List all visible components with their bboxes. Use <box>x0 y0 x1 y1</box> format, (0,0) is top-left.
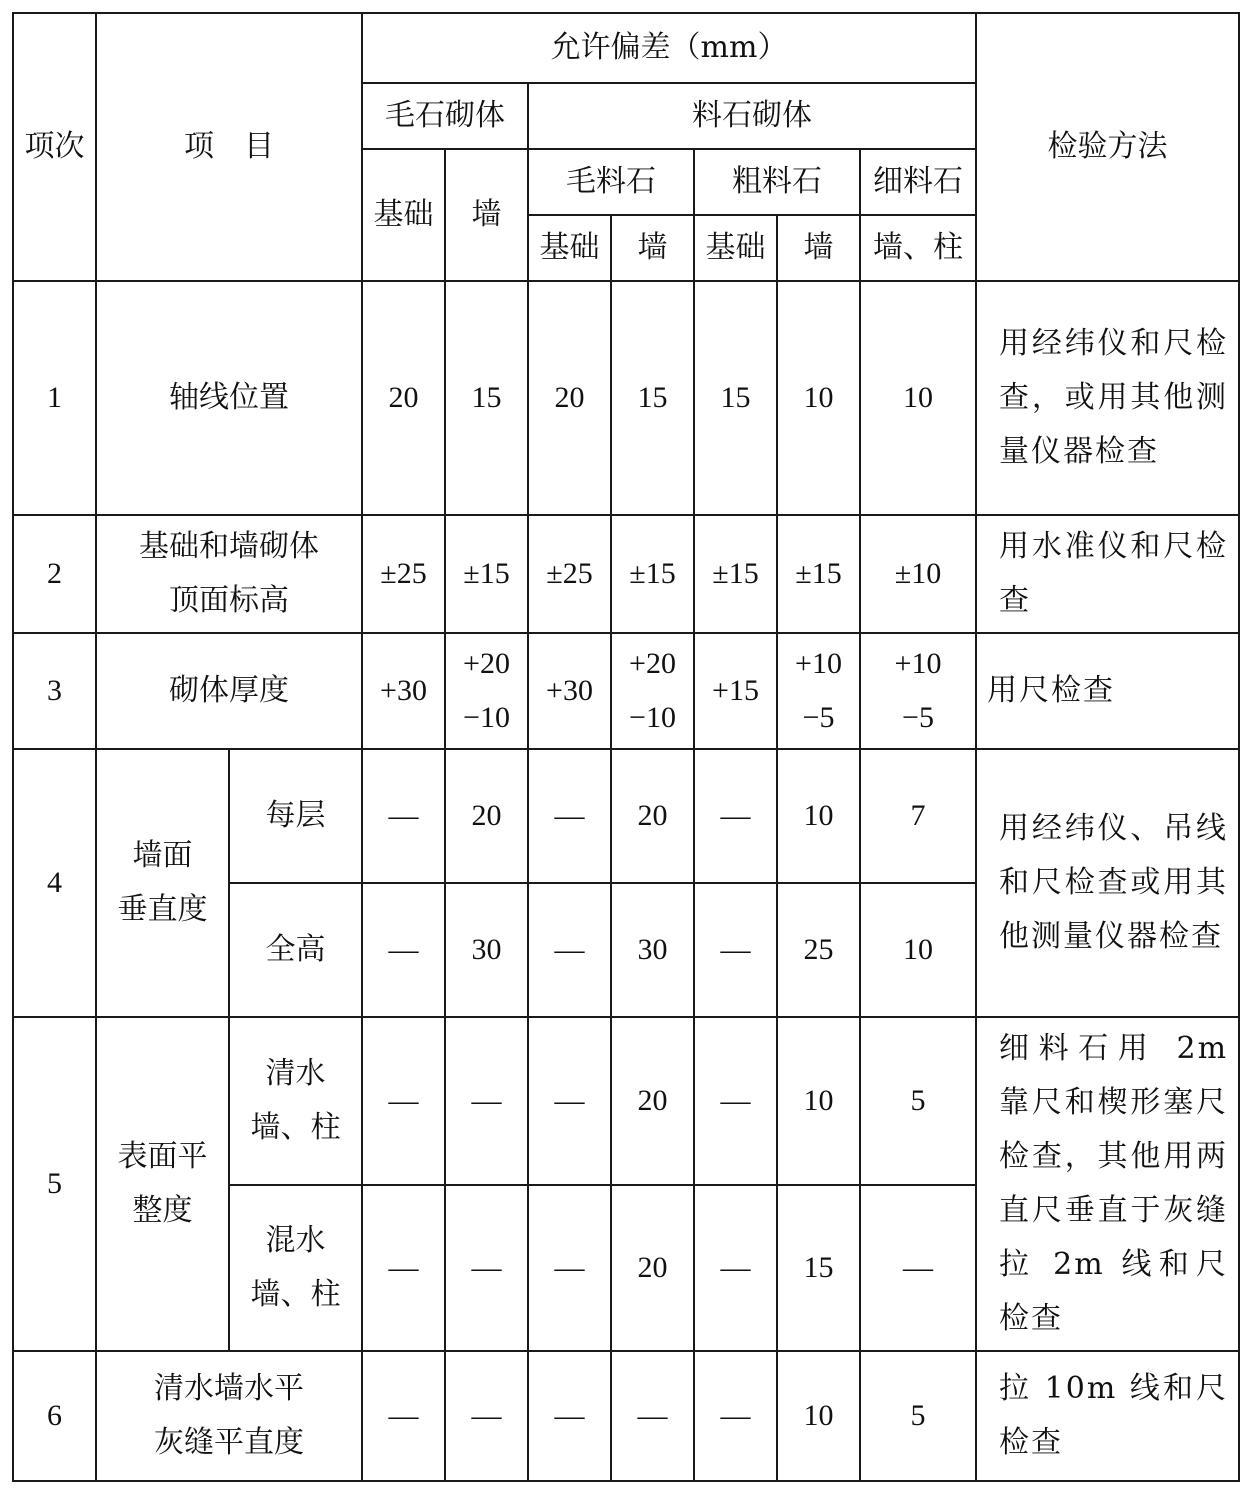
value-cell: — <box>362 1351 445 1481</box>
value-cell: 15 <box>694 281 777 515</box>
value-lower: −5 <box>902 701 934 734</box>
value-cell: 10 <box>777 281 860 515</box>
row-number: 5 <box>13 1017 96 1351</box>
row-number: 6 <box>13 1351 96 1481</box>
table-row <box>13 515 1239 633</box>
value-cell: 5 <box>860 1351 976 1481</box>
value-cell: — <box>611 1351 694 1481</box>
header-coarse-wall: 墙 <box>777 215 860 281</box>
row-item <box>96 515 362 633</box>
header-fine-wall-column: 墙、柱 <box>860 215 976 281</box>
method-cell: 用水准仪和尺检查 <box>976 515 1239 633</box>
method-cell: 用经纬仪和尺检查，或用其他测量仪器检查 <box>976 281 1239 515</box>
value-cell: — <box>694 1351 777 1481</box>
row-number: 3 <box>13 633 96 749</box>
value-cell: +30 <box>528 633 611 749</box>
method-cell: 用经纬仪、吊线和尺检查或用其他测量仪器检查 <box>976 749 1239 1017</box>
value-cell: — <box>528 883 611 1017</box>
value-cell: — <box>362 1017 445 1185</box>
value-cell: — <box>528 1017 611 1185</box>
value-cell: 10 <box>860 883 976 1017</box>
value-upper: +20 <box>463 647 510 680</box>
value-cell: — <box>362 1185 445 1351</box>
value-cell: 20 <box>611 749 694 883</box>
value-cell: — <box>860 1185 976 1351</box>
value-cell: 20 <box>362 281 445 515</box>
row-item <box>96 1351 362 1481</box>
value-cell: 30 <box>445 883 528 1017</box>
value-cell: — <box>528 1185 611 1351</box>
value-cell: 15 <box>445 281 528 515</box>
header-tolerance: 允许偏差（mm） <box>362 13 976 83</box>
method-cell: 用尺检查 <box>976 633 1239 749</box>
method-cell: 拉 10m 线和尺检查 <box>976 1351 1239 1481</box>
row-item-line: 灰缝平直度 <box>154 1425 304 1460</box>
header-coarse-dressed: 粗料石 <box>694 149 860 215</box>
header-rubble-wall: 墙 <box>445 149 528 281</box>
value-cell <box>777 633 860 749</box>
header-ashlar-masonry: 料石砌体 <box>528 83 976 149</box>
table-wrapper <box>12 12 1240 1482</box>
value-upper: +10 <box>894 647 942 680</box>
row-item: 轴线位置 <box>96 281 362 515</box>
table-row <box>13 633 1239 749</box>
row-subitem-line: 墙、柱 <box>250 1277 341 1312</box>
value-cell: ±15 <box>445 515 528 633</box>
value-lower: −5 <box>802 701 835 734</box>
value-cell: — <box>362 749 445 883</box>
value-cell: 30 <box>611 883 694 1017</box>
row-item <box>96 1017 229 1351</box>
header-coarse-foundation: 基础 <box>694 215 777 281</box>
row-subitem: 全高 <box>229 883 362 1017</box>
value-cell: +15 <box>694 633 777 749</box>
row-item-line: 表面平 <box>117 1139 208 1174</box>
row-item-line: 顶面标高 <box>169 583 289 618</box>
row-subitem-line: 墙、柱 <box>250 1110 341 1145</box>
value-cell: — <box>362 883 445 1017</box>
row-number: 1 <box>13 281 96 515</box>
row-item-line: 垂直度 <box>117 892 208 927</box>
value-upper: +10 <box>795 647 842 680</box>
header-method: 检验方法 <box>976 13 1239 281</box>
value-cell: 10 <box>777 749 860 883</box>
tolerance-table <box>12 12 1240 1482</box>
value-cell: 10 <box>777 1017 860 1185</box>
value-cell <box>860 633 976 749</box>
header-rubble-foundation: 基础 <box>362 149 445 281</box>
header-rough-dressed: 毛料石 <box>528 149 694 215</box>
header-rough-wall: 墙 <box>611 215 694 281</box>
row-subitem: 每层 <box>229 749 362 883</box>
header-rubble-masonry: 毛石砌体 <box>362 83 528 149</box>
row-item-line: 基础和墙砌体 <box>139 529 319 564</box>
row-subitem <box>229 1017 362 1185</box>
value-lower: −10 <box>629 701 676 734</box>
value-cell: — <box>445 1185 528 1351</box>
row-number: 4 <box>13 749 96 1017</box>
row-item-line: 清水墙水平 <box>154 1371 304 1406</box>
table-row <box>13 749 1239 883</box>
value-cell: 15 <box>777 1185 860 1351</box>
value-cell: 25 <box>777 883 860 1017</box>
table-row <box>13 281 1239 515</box>
row-subitem <box>229 1185 362 1351</box>
value-cell: 20 <box>445 749 528 883</box>
value-cell: 10 <box>860 281 976 515</box>
row-item-line: 墙面 <box>132 838 193 873</box>
value-cell: +30 <box>362 633 445 749</box>
header-fine-dressed: 细料石 <box>860 149 976 215</box>
value-cell: 20 <box>611 1017 694 1185</box>
value-upper: +20 <box>629 647 676 680</box>
value-cell: ±10 <box>860 515 976 633</box>
row-item <box>96 749 229 1017</box>
value-cell: — <box>445 1351 528 1481</box>
row-subitem-line: 清水 <box>265 1056 326 1091</box>
header-item: 项 目 <box>96 13 362 281</box>
value-cell: 20 <box>528 281 611 515</box>
value-cell: ±15 <box>694 515 777 633</box>
value-cell: ±15 <box>611 515 694 633</box>
method-cell: 细料石用 2m 靠尺和楔形塞尺检查，其他用两直尺垂直于灰缝拉 2m 线和尺检查 <box>976 1017 1239 1351</box>
header-item-no: 项次 <box>13 13 96 281</box>
row-number: 2 <box>13 515 96 633</box>
value-cell: ±25 <box>528 515 611 633</box>
value-cell: 20 <box>611 1185 694 1351</box>
value-cell: 7 <box>860 749 976 883</box>
value-cell: — <box>528 1351 611 1481</box>
value-cell: ±15 <box>777 515 860 633</box>
row-item-line: 整度 <box>132 1193 193 1228</box>
value-cell: — <box>694 749 777 883</box>
value-cell: 15 <box>611 281 694 515</box>
value-cell: — <box>445 1017 528 1185</box>
value-cell: — <box>528 749 611 883</box>
row-item: 砌体厚度 <box>96 633 362 749</box>
value-cell: — <box>694 1017 777 1185</box>
value-cell: 10 <box>777 1351 860 1481</box>
row-subitem-line: 混水 <box>265 1223 326 1258</box>
header-rough-foundation: 基础 <box>528 215 611 281</box>
value-cell <box>611 633 694 749</box>
value-cell: ±25 <box>362 515 445 633</box>
value-cell: 5 <box>860 1017 976 1185</box>
value-cell: — <box>694 883 777 1017</box>
value-cell <box>445 633 528 749</box>
value-cell: — <box>694 1185 777 1351</box>
table-row <box>13 1017 1239 1185</box>
value-lower: −10 <box>463 701 510 734</box>
table-row <box>13 1351 1239 1481</box>
